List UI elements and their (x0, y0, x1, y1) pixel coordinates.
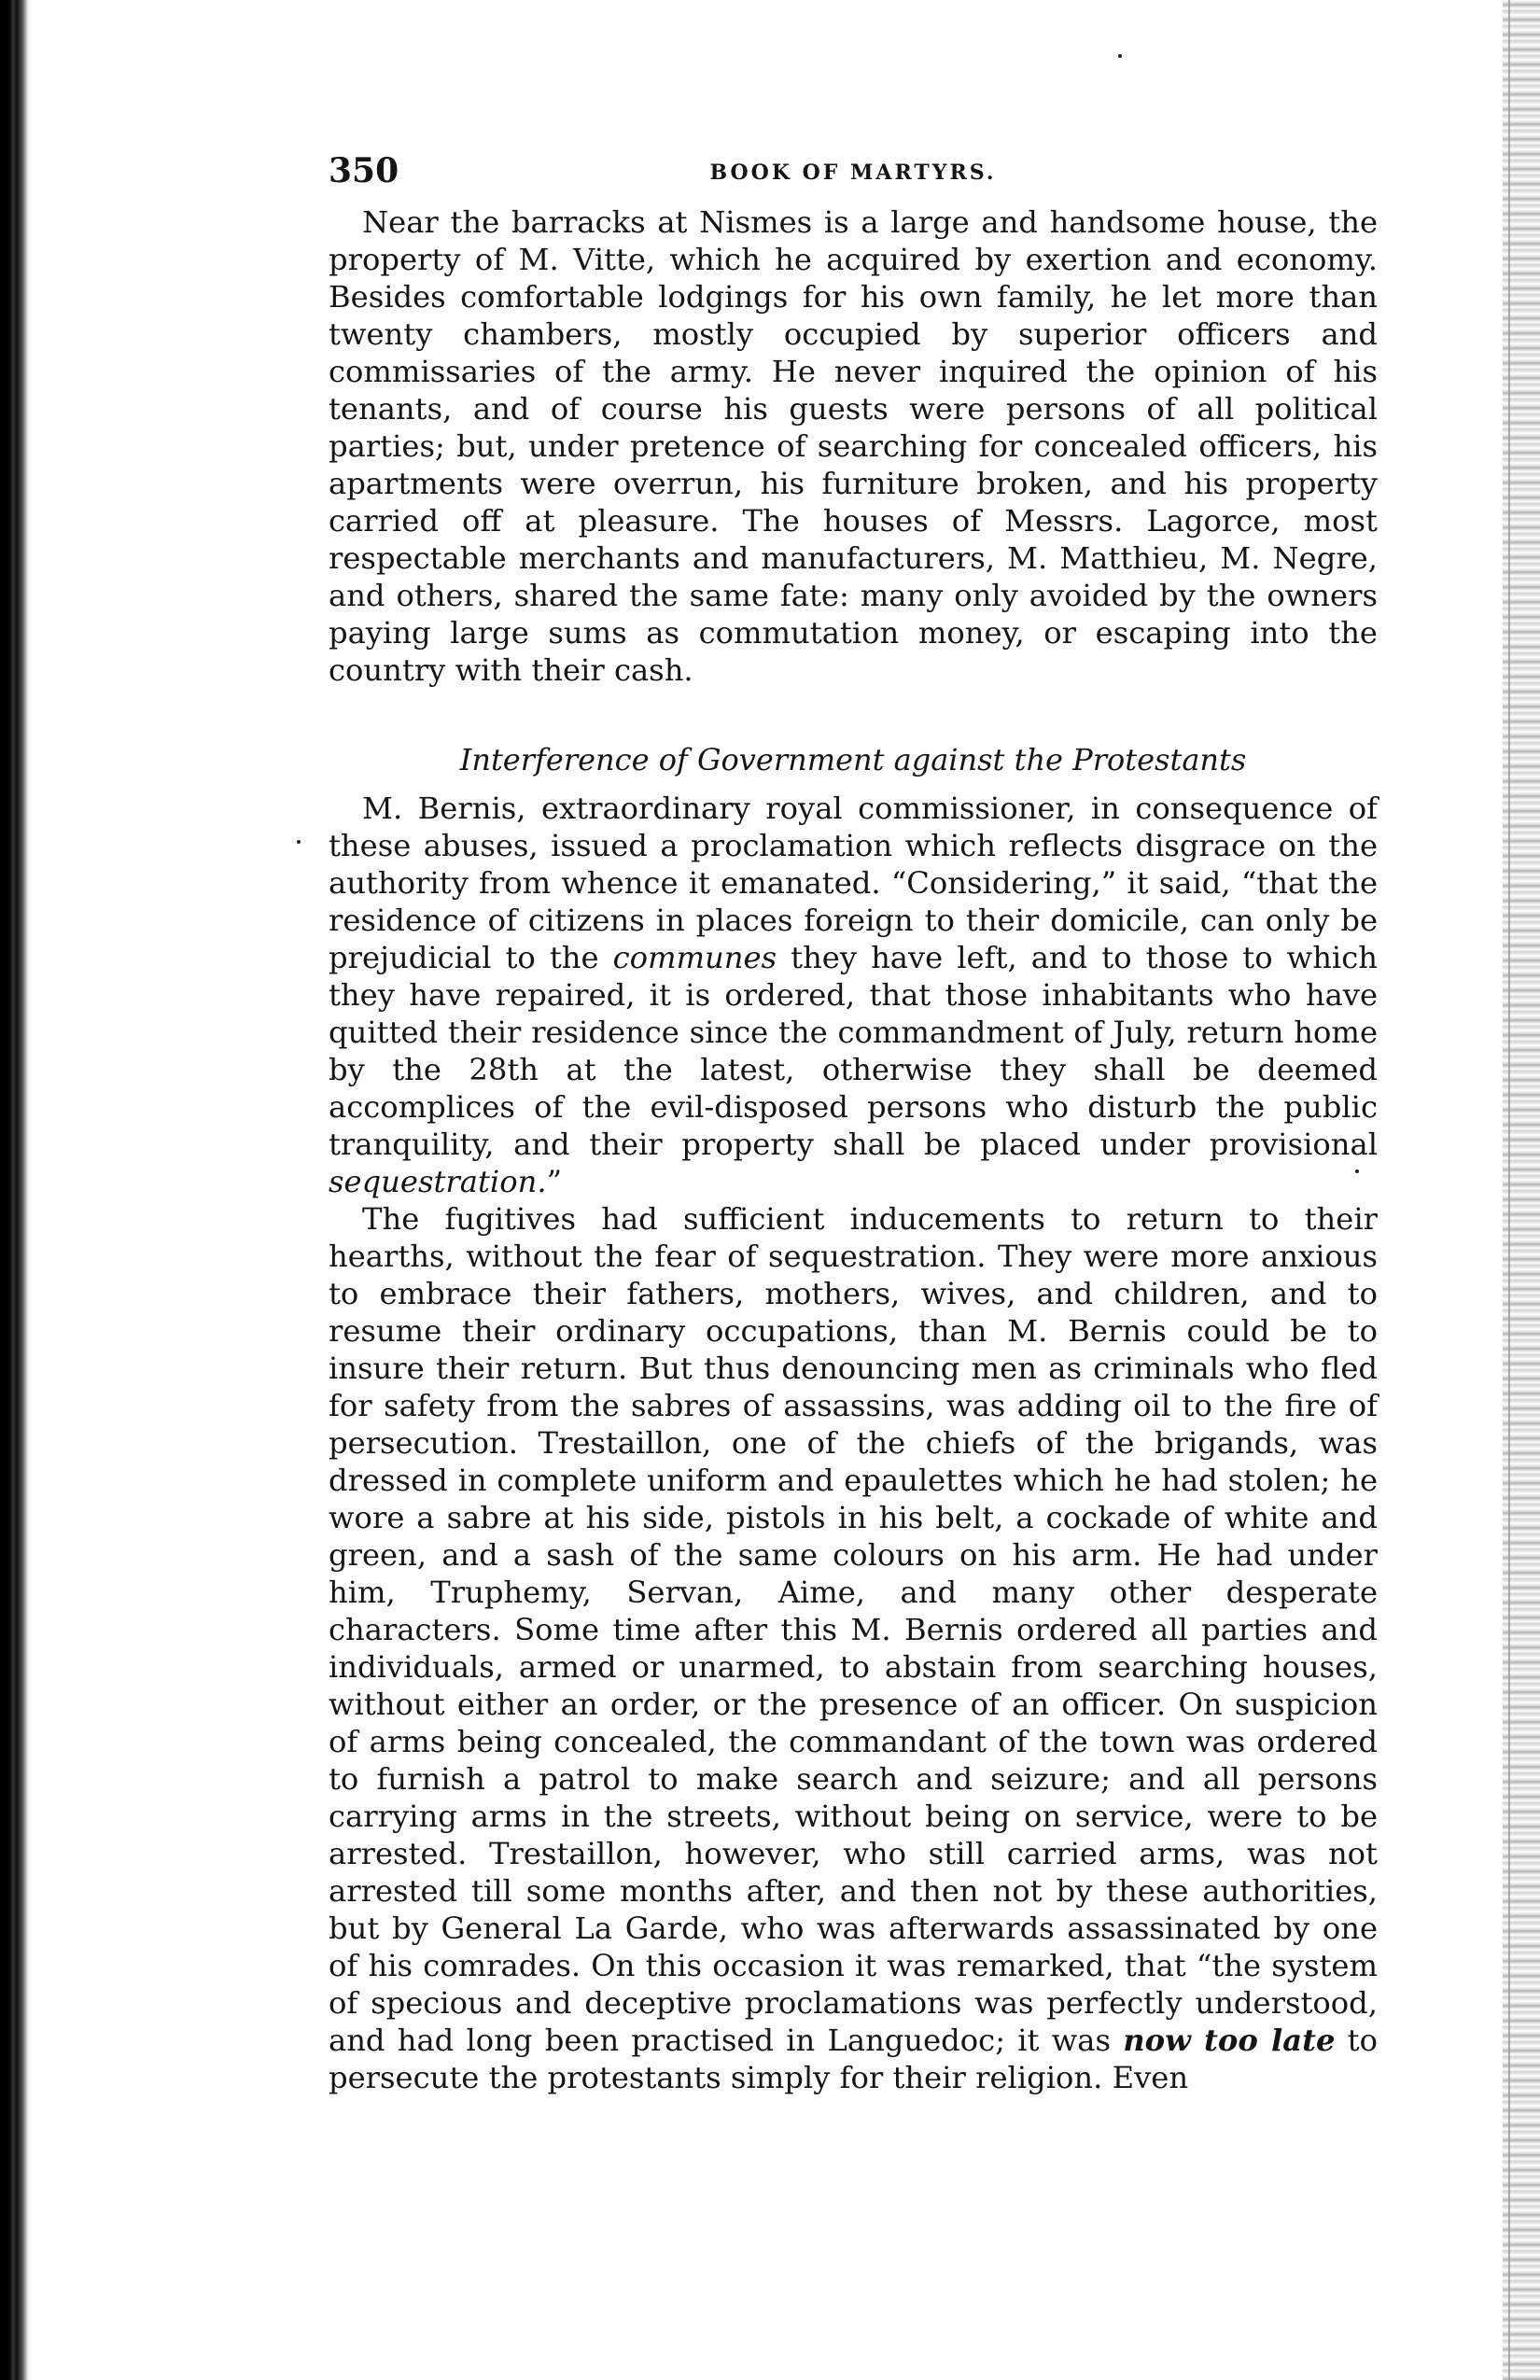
paragraph-fugitives (329, 1200, 1378, 2096)
italic-sequestration: sequestration. (329, 1164, 547, 1199)
section-heading: Interference of Government against the Protestants (459, 742, 1247, 777)
print-speck (297, 840, 301, 844)
paragraph-bernis-proclamation (329, 790, 1378, 1200)
italic-communes: communes (612, 940, 777, 975)
book-gutter-shadow (0, 0, 32, 2380)
print-speck (1118, 54, 1122, 58)
italic-now-too-late: now too late (1123, 2023, 1336, 2058)
book-page (329, 151, 1378, 2096)
paragraph-text: M. Bernis, extraordinary royal commissioner, in consequence of these abuses, issued a proclamation which reflects disgrace on the authority from whence it emanated. “Considering,” it said, “that the residence of citizens in places foreign to their domicile, can only be prejudicial to the (329, 791, 1378, 975)
paragraph-text: The fugitives had sufficient inducements to return to their hearths, without the fear of sequestration. They were more anxious to embrace their fathers, mothers, wives, and children, and to resume their ordinary occupations, than M. Bernis could be to insure their return. But thus denouncing men as criminals who fled for safety from the sabres of assassins, was adding oil to the fire of persecution. Trestaillon, one of the chiefs of the brigands, was dressed in complete uniform and epaulettes which he had stolen; he wore a sabre at his side, pistols in his belt, a cockade of white and green, and a sash of the same colours on his arm. He had under him, Truphemy, Servan, Aime, and many other desperate characters. Some time after this M. Bernis ordered all parties and individuals, armed or unarmed, to abstain from searching houses, without either an order, or the presence of an officer. On suspicion of arms being concealed, the commandant of the town was ordered to furnish a patrol to make search and seizure; and all persons carrying arms in the streets, without being on service, were to be arrested. Trestaillon, however, who still carried arms, was not arrested till some months after, and then not by these authorities, but by General La Garde, who was afterwards assassinated by one of his comrades. On this occasion it was remarked, that “the system of specious and deceptive proclamations was perfectly understood, and had long been practised in Languedoc; it was (329, 1201, 1378, 2058)
paragraph-vitte-house: Near the barracks at Nismes is a large and handsome house, the property of M. Vitte, which he acquired by exertion and economy. Besides comfortable lodgings for his own family, he let more than twenty chambers, mostly occupied by superior officers and commissaries of the army. He never inquired the opinion of his tenants, and of course his guests were persons of all political parties; but, under pretence of searching for concealed officers, his apartments were overrun, his furniture broken, and his property carried off at pleasure. The houses of Messrs. Lagorce, most respectable merchants and manufacturers, M. Matthieu, M. Negre, and others, shared the same fate: many only avoided by the owners paying large sums as commutation money, or escaping into the country with their cash. (329, 204, 1378, 688)
page-number: 350 (329, 151, 399, 190)
page-fore-edge (1503, 0, 1540, 2380)
running-head (329, 151, 1378, 200)
closing-quote: ” (546, 1164, 563, 1199)
running-title: BOOK OF MARTYRS. (709, 161, 997, 185)
paragraph-text: to persecute the protestants simply for their religion. Even (329, 2023, 1378, 2095)
paragraph-text: they have left, and to those to which they have repaired, it is ordered, that those inhabitants who have quitted their residence since the commandment of July, return home by the 28th at the latest, otherwise they shall be deemed accomplices of the evil-disposed persons who disturb the public tranquility, and their property shall be placed under provisional (329, 940, 1378, 1162)
